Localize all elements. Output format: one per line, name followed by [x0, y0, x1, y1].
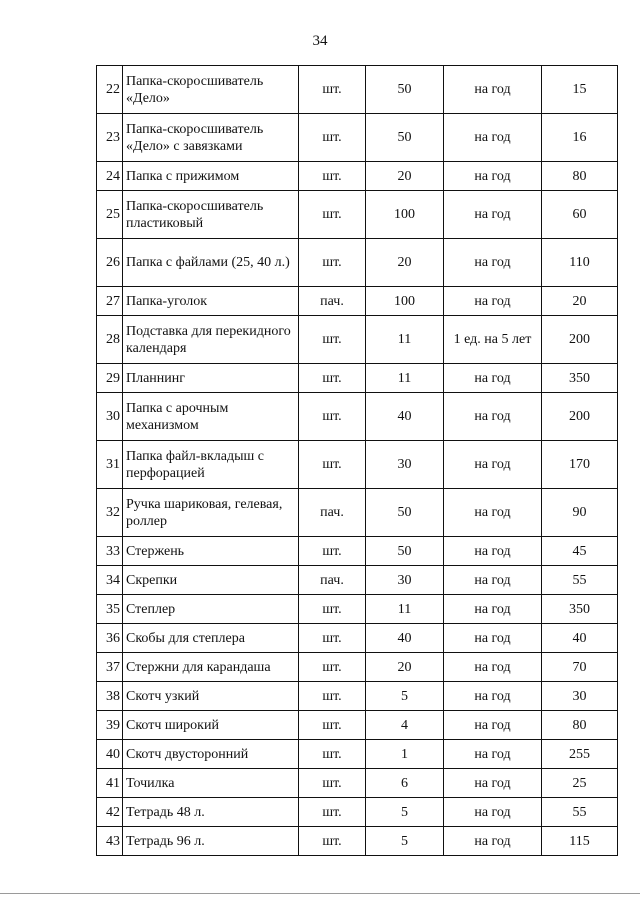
item-name: Ручка шариковая, гелевая, роллер: [123, 489, 299, 537]
row-number: 24: [97, 162, 123, 191]
table-row: [97, 566, 618, 595]
unit-cell: пач.: [299, 566, 366, 595]
row-number: 35: [97, 595, 123, 624]
table-row: [97, 364, 618, 393]
period-cell: на год: [444, 489, 542, 537]
item-name: Папка с арочным механизмом: [123, 393, 299, 441]
quantity-cell: 30: [366, 566, 444, 595]
price-cell: 16: [542, 114, 618, 162]
quantity-cell: 100: [366, 191, 444, 239]
quantity-cell: 50: [366, 537, 444, 566]
item-name: Папка-скоросшиватель пластиковый: [123, 191, 299, 239]
quantity-cell: 5: [366, 682, 444, 711]
period-cell: на год: [444, 769, 542, 798]
supplies-table: [96, 65, 618, 856]
price-cell: 350: [542, 364, 618, 393]
unit-cell: шт.: [299, 239, 366, 287]
page-bottom-rule: [0, 893, 640, 894]
unit-cell: шт.: [299, 162, 366, 191]
price-cell: 55: [542, 566, 618, 595]
unit-cell: шт.: [299, 191, 366, 239]
unit-cell: шт.: [299, 114, 366, 162]
price-cell: 110: [542, 239, 618, 287]
table-row: [97, 316, 618, 364]
row-number: 31: [97, 441, 123, 489]
page-number: 34: [312, 33, 328, 49]
price-cell: 70: [542, 653, 618, 682]
unit-cell: шт.: [299, 769, 366, 798]
quantity-cell: 11: [366, 316, 444, 364]
price-cell: 40: [542, 624, 618, 653]
table-row: [97, 191, 618, 239]
item-name: Тетрадь 48 л.: [123, 798, 299, 827]
table-row: [97, 624, 618, 653]
price-cell: 200: [542, 316, 618, 364]
row-number: 25: [97, 191, 123, 239]
period-cell: на год: [444, 393, 542, 441]
table-row: [97, 595, 618, 624]
table-row: [97, 740, 618, 769]
quantity-cell: 40: [366, 624, 444, 653]
row-number: 34: [97, 566, 123, 595]
unit-cell: пач.: [299, 489, 366, 537]
unit-cell: шт.: [299, 316, 366, 364]
price-cell: 20: [542, 287, 618, 316]
price-cell: 90: [542, 489, 618, 537]
item-name: Скотч узкий: [123, 682, 299, 711]
item-name: Папка-уголок: [123, 287, 299, 316]
item-name: Точилка: [123, 769, 299, 798]
row-number: 27: [97, 287, 123, 316]
period-cell: на год: [444, 566, 542, 595]
period-cell: на год: [444, 162, 542, 191]
price-cell: 200: [542, 393, 618, 441]
table-row: [97, 66, 618, 114]
quantity-cell: 4: [366, 711, 444, 740]
price-cell: 255: [542, 740, 618, 769]
item-name: Скотч широкий: [123, 711, 299, 740]
quantity-cell: 11: [366, 364, 444, 393]
price-cell: 30: [542, 682, 618, 711]
period-cell: на год: [444, 827, 542, 856]
period-cell: на год: [444, 624, 542, 653]
price-cell: 60: [542, 191, 618, 239]
period-cell: на год: [444, 798, 542, 827]
quantity-cell: 40: [366, 393, 444, 441]
quantity-cell: 6: [366, 769, 444, 798]
unit-cell: шт.: [299, 441, 366, 489]
row-number: 26: [97, 239, 123, 287]
unit-cell: шт.: [299, 653, 366, 682]
period-cell: 1 ед. на 5 лет: [444, 316, 542, 364]
item-name: Папка с прижимом: [123, 162, 299, 191]
quantity-cell: 50: [366, 66, 444, 114]
unit-cell: шт.: [299, 740, 366, 769]
unit-cell: шт.: [299, 595, 366, 624]
unit-cell: шт.: [299, 711, 366, 740]
table-row: [97, 162, 618, 191]
period-cell: на год: [444, 287, 542, 316]
quantity-cell: 1: [366, 740, 444, 769]
row-number: 37: [97, 653, 123, 682]
table-row: [97, 114, 618, 162]
price-cell: 115: [542, 827, 618, 856]
item-name: Папка файл-вкладыш с перфорацией: [123, 441, 299, 489]
period-cell: на год: [444, 66, 542, 114]
price-cell: 170: [542, 441, 618, 489]
row-number: 32: [97, 489, 123, 537]
quantity-cell: 20: [366, 162, 444, 191]
row-number: 36: [97, 624, 123, 653]
table-body: [97, 66, 618, 856]
period-cell: на год: [444, 441, 542, 489]
row-number: 43: [97, 827, 123, 856]
table-row: [97, 393, 618, 441]
row-number: 40: [97, 740, 123, 769]
quantity-cell: 50: [366, 114, 444, 162]
table-row: [97, 682, 618, 711]
row-number: 42: [97, 798, 123, 827]
item-name: Скобы для степлера: [123, 624, 299, 653]
period-cell: на год: [444, 537, 542, 566]
item-name: Скрепки: [123, 566, 299, 595]
table-row: [97, 653, 618, 682]
table-row: [97, 239, 618, 287]
quantity-cell: 100: [366, 287, 444, 316]
quantity-cell: 20: [366, 239, 444, 287]
row-number: 30: [97, 393, 123, 441]
row-number: 41: [97, 769, 123, 798]
period-cell: на год: [444, 682, 542, 711]
item-name: Степлер: [123, 595, 299, 624]
period-cell: на год: [444, 364, 542, 393]
unit-cell: шт.: [299, 537, 366, 566]
period-cell: на год: [444, 191, 542, 239]
period-cell: на год: [444, 114, 542, 162]
quantity-cell: 50: [366, 489, 444, 537]
table-row: [97, 769, 618, 798]
item-name: Подставка для перекидного календаря: [123, 316, 299, 364]
unit-cell: шт.: [299, 798, 366, 827]
period-cell: на год: [444, 595, 542, 624]
unit-cell: шт.: [299, 364, 366, 393]
price-cell: 15: [542, 66, 618, 114]
period-cell: на год: [444, 740, 542, 769]
row-number: 39: [97, 711, 123, 740]
unit-cell: шт.: [299, 66, 366, 114]
quantity-cell: 5: [366, 827, 444, 856]
price-cell: 350: [542, 595, 618, 624]
table-row: [97, 489, 618, 537]
item-name: Папка с файлами (25, 40 л.): [123, 239, 299, 287]
item-name: Скотч двусторонний: [123, 740, 299, 769]
quantity-cell: 11: [366, 595, 444, 624]
row-number: 29: [97, 364, 123, 393]
row-number: 23: [97, 114, 123, 162]
quantity-cell: 30: [366, 441, 444, 489]
table-row: [97, 287, 618, 316]
unit-cell: пач.: [299, 287, 366, 316]
unit-cell: шт.: [299, 624, 366, 653]
item-name: Тетрадь 96 л.: [123, 827, 299, 856]
price-cell: 45: [542, 537, 618, 566]
unit-cell: шт.: [299, 682, 366, 711]
item-name: Планнинг: [123, 364, 299, 393]
quantity-cell: 5: [366, 798, 444, 827]
period-cell: на год: [444, 239, 542, 287]
table-row: [97, 827, 618, 856]
row-number: 33: [97, 537, 123, 566]
item-name: Стержень: [123, 537, 299, 566]
row-number: 28: [97, 316, 123, 364]
price-cell: 55: [542, 798, 618, 827]
unit-cell: шт.: [299, 827, 366, 856]
item-name: Папка-скоросшиватель «Дело» с завязками: [123, 114, 299, 162]
table-row: [97, 711, 618, 740]
unit-cell: шт.: [299, 393, 366, 441]
table-row: [97, 537, 618, 566]
period-cell: на год: [444, 653, 542, 682]
table-row: [97, 441, 618, 489]
item-name: Папка-скоросшиватель «Дело»: [123, 66, 299, 114]
price-cell: 80: [542, 711, 618, 740]
quantity-cell: 20: [366, 653, 444, 682]
row-number: 22: [97, 66, 123, 114]
item-name: Стержни для карандаша: [123, 653, 299, 682]
row-number: 38: [97, 682, 123, 711]
period-cell: на год: [444, 711, 542, 740]
price-cell: 80: [542, 162, 618, 191]
table-row: [97, 798, 618, 827]
price-cell: 25: [542, 769, 618, 798]
